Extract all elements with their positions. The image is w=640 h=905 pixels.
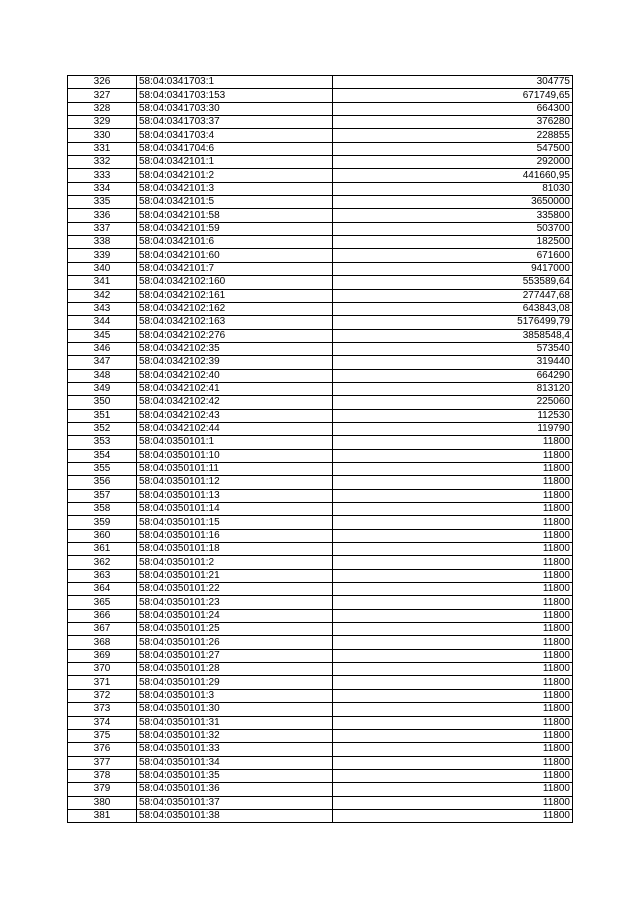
row-number-cell: 377 bbox=[68, 756, 137, 769]
table-row bbox=[68, 396, 573, 409]
row-number-cell: 333 bbox=[68, 169, 137, 182]
row-number-cell: 326 bbox=[68, 76, 137, 89]
table-row bbox=[68, 449, 573, 462]
table-row bbox=[68, 716, 573, 729]
cadastral-number-cell: 58:04:0350101:3 bbox=[137, 689, 333, 702]
row-number-cell: 342 bbox=[68, 289, 137, 302]
cadastral-number-cell: 58:04:0342101:58 bbox=[137, 209, 333, 222]
row-number-cell: 354 bbox=[68, 449, 137, 462]
cadastral-value-cell: 11800 bbox=[333, 703, 573, 716]
cadastral-value-cell: 671600 bbox=[333, 249, 573, 262]
cadastral-number-cell: 58:04:0350101:21 bbox=[137, 569, 333, 582]
cadastral-number-cell: 58:04:0350101:10 bbox=[137, 449, 333, 462]
cadastral-number-cell: 58:04:0350101:35 bbox=[137, 769, 333, 782]
cadastral-value-cell: 11800 bbox=[333, 689, 573, 702]
cadastral-value-cell: 292000 bbox=[333, 156, 573, 169]
cadastral-value-cell: 11800 bbox=[333, 596, 573, 609]
cadastral-number-cell: 58:04:0341703:37 bbox=[137, 116, 333, 129]
table-row bbox=[68, 569, 573, 582]
row-number-cell: 374 bbox=[68, 716, 137, 729]
row-number-cell: 343 bbox=[68, 302, 137, 315]
cadastral-number-cell: 58:04:0350101:2 bbox=[137, 556, 333, 569]
cadastral-number-cell: 58:04:0350101:27 bbox=[137, 649, 333, 662]
cadastral-value-cell: 11800 bbox=[333, 516, 573, 529]
table-row bbox=[68, 596, 573, 609]
cadastral-number-cell: 58:04:0350101:22 bbox=[137, 583, 333, 596]
row-number-cell: 367 bbox=[68, 623, 137, 636]
cadastral-value-cell: 573540 bbox=[333, 342, 573, 355]
table-row bbox=[68, 649, 573, 662]
table-row bbox=[68, 102, 573, 115]
table-row bbox=[68, 623, 573, 636]
cadastral-value-cell: 11800 bbox=[333, 556, 573, 569]
cadastral-number-cell: 58:04:0350101:33 bbox=[137, 743, 333, 756]
cadastral-value-cell: 547500 bbox=[333, 142, 573, 155]
row-number-cell: 370 bbox=[68, 663, 137, 676]
row-number-cell: 337 bbox=[68, 222, 137, 235]
row-number-cell: 359 bbox=[68, 516, 137, 529]
row-number-cell: 361 bbox=[68, 543, 137, 556]
table-row bbox=[68, 356, 573, 369]
cadastral-number-cell: 58:04:0341703:4 bbox=[137, 129, 333, 142]
cadastral-value-cell: 664290 bbox=[333, 369, 573, 382]
row-number-cell: 328 bbox=[68, 102, 137, 115]
table-row bbox=[68, 369, 573, 382]
table-row bbox=[68, 209, 573, 222]
cadastral-value-cell: 11800 bbox=[333, 543, 573, 556]
cadastral-number-cell: 58:04:0342102:42 bbox=[137, 396, 333, 409]
cadastral-value-cell: 319440 bbox=[333, 356, 573, 369]
table-row bbox=[68, 329, 573, 342]
cadastral-value-cell: 112530 bbox=[333, 409, 573, 422]
row-number-cell: 375 bbox=[68, 729, 137, 742]
row-number-cell: 379 bbox=[68, 783, 137, 796]
table-row bbox=[68, 676, 573, 689]
cadastral-number-cell: 58:04:0342102:39 bbox=[137, 356, 333, 369]
row-number-cell: 332 bbox=[68, 156, 137, 169]
cadastral-number-cell: 58:04:0350101:18 bbox=[137, 543, 333, 556]
table-row bbox=[68, 769, 573, 782]
table-row bbox=[68, 222, 573, 235]
cadastral-value-cell: 11800 bbox=[333, 583, 573, 596]
table-row bbox=[68, 609, 573, 622]
cadastral-value-cell: 11800 bbox=[333, 489, 573, 502]
table-row bbox=[68, 142, 573, 155]
row-number-cell: 348 bbox=[68, 369, 137, 382]
cadastral-value-cell: 3650000 bbox=[333, 196, 573, 209]
cadastral-number-cell: 58:04:0350101:16 bbox=[137, 529, 333, 542]
cadastral-number-cell: 58:04:0342102:44 bbox=[137, 422, 333, 435]
row-number-cell: 353 bbox=[68, 436, 137, 449]
row-number-cell: 336 bbox=[68, 209, 137, 222]
table-row bbox=[68, 663, 573, 676]
cadastral-value-cell: 11800 bbox=[333, 449, 573, 462]
row-number-cell: 371 bbox=[68, 676, 137, 689]
row-number-cell: 363 bbox=[68, 569, 137, 582]
table-row bbox=[68, 503, 573, 516]
table-row bbox=[68, 809, 573, 822]
row-number-cell: 335 bbox=[68, 196, 137, 209]
cadastral-number-cell: 58:04:0350101:31 bbox=[137, 716, 333, 729]
cadastral-value-cell: 441660,95 bbox=[333, 169, 573, 182]
cadastral-number-cell: 58:04:0342101:60 bbox=[137, 249, 333, 262]
row-number-cell: 344 bbox=[68, 316, 137, 329]
table-row bbox=[68, 382, 573, 395]
cadastral-number-cell: 58:04:0341703:1 bbox=[137, 76, 333, 89]
table-row bbox=[68, 556, 573, 569]
cadastral-number-cell: 58:04:0342101:2 bbox=[137, 169, 333, 182]
cadastral-value-cell: 11800 bbox=[333, 529, 573, 542]
row-number-cell: 339 bbox=[68, 249, 137, 262]
row-number-cell: 378 bbox=[68, 769, 137, 782]
table-row bbox=[68, 516, 573, 529]
table-row bbox=[68, 302, 573, 315]
table-row bbox=[68, 796, 573, 809]
cadastral-value-cell: 11800 bbox=[333, 743, 573, 756]
table-row bbox=[68, 196, 573, 209]
cadastral-number-cell: 58:04:0342101:3 bbox=[137, 182, 333, 195]
cadastral-value-cell: 182500 bbox=[333, 236, 573, 249]
cadastral-value-cell: 376280 bbox=[333, 116, 573, 129]
cadastral-value-cell: 11800 bbox=[333, 503, 573, 516]
cadastral-value-cell: 11800 bbox=[333, 649, 573, 662]
table-row bbox=[68, 703, 573, 716]
cadastral-number-cell: 58:04:0341704:6 bbox=[137, 142, 333, 155]
cadastral-value-cell: 643843,08 bbox=[333, 302, 573, 315]
table-row bbox=[68, 129, 573, 142]
row-number-cell: 365 bbox=[68, 596, 137, 609]
cadastral-number-cell: 58:04:0350101:12 bbox=[137, 476, 333, 489]
table-row bbox=[68, 409, 573, 422]
cadastral-value-cell: 277447,68 bbox=[333, 289, 573, 302]
cadastral-number-cell: 58:04:0350101:15 bbox=[137, 516, 333, 529]
row-number-cell: 340 bbox=[68, 262, 137, 275]
cadastral-number-cell: 58:04:0350101:29 bbox=[137, 676, 333, 689]
cadastral-number-cell: 58:04:0342102:162 bbox=[137, 302, 333, 315]
cadastral-number-cell: 58:04:0350101:32 bbox=[137, 729, 333, 742]
table-row bbox=[68, 756, 573, 769]
cadastral-number-cell: 58:04:0342102:161 bbox=[137, 289, 333, 302]
table-row bbox=[68, 436, 573, 449]
table-row bbox=[68, 116, 573, 129]
row-number-cell: 376 bbox=[68, 743, 137, 756]
row-number-cell: 329 bbox=[68, 116, 137, 129]
cadastral-number-cell: 58:04:0350101:23 bbox=[137, 596, 333, 609]
table-row bbox=[68, 342, 573, 355]
cadastral-value-cell: 11800 bbox=[333, 769, 573, 782]
table-row bbox=[68, 462, 573, 475]
table-row bbox=[68, 689, 573, 702]
cadastral-value-cell: 3858548,4 bbox=[333, 329, 573, 342]
cadastral-number-cell: 58:04:0350101:34 bbox=[137, 756, 333, 769]
cadastral-number-cell: 58:04:0342101:1 bbox=[137, 156, 333, 169]
row-number-cell: 364 bbox=[68, 583, 137, 596]
cadastral-value-cell: 11800 bbox=[333, 729, 573, 742]
cadastral-value-cell: 304775 bbox=[333, 76, 573, 89]
cadastral-value-cell: 11800 bbox=[333, 569, 573, 582]
table-row bbox=[68, 89, 573, 102]
cadastral-value-cell: 9417000 bbox=[333, 262, 573, 275]
row-number-cell: 366 bbox=[68, 609, 137, 622]
table-row bbox=[68, 489, 573, 502]
cadastral-value-cell: 11800 bbox=[333, 623, 573, 636]
cadastral-number-cell: 58:04:0342102:160 bbox=[137, 276, 333, 289]
table-row bbox=[68, 743, 573, 756]
cadastral-value-cell: 11800 bbox=[333, 476, 573, 489]
cadastral-number-cell: 58:04:0350101:30 bbox=[137, 703, 333, 716]
table-row bbox=[68, 276, 573, 289]
row-number-cell: 347 bbox=[68, 356, 137, 369]
cadastral-value-cell: 11800 bbox=[333, 783, 573, 796]
row-number-cell: 373 bbox=[68, 703, 137, 716]
row-number-cell: 338 bbox=[68, 236, 137, 249]
row-number-cell: 352 bbox=[68, 422, 137, 435]
row-number-cell: 360 bbox=[68, 529, 137, 542]
cadastral-number-cell: 58:04:0350101:1 bbox=[137, 436, 333, 449]
cadastral-number-cell: 58:04:0342101:59 bbox=[137, 222, 333, 235]
cadastral-number-cell: 58:04:0342102:35 bbox=[137, 342, 333, 355]
cadastral-value-cell: 225060 bbox=[333, 396, 573, 409]
cadastral-number-cell: 58:04:0342101:7 bbox=[137, 262, 333, 275]
cadastral-value-cell: 664300 bbox=[333, 102, 573, 115]
table-row bbox=[68, 316, 573, 329]
cadastral-number-cell: 58:04:0342102:40 bbox=[137, 369, 333, 382]
cadastral-value-cell: 228855 bbox=[333, 129, 573, 142]
row-number-cell: 369 bbox=[68, 649, 137, 662]
table-row bbox=[68, 249, 573, 262]
cadastral-number-cell: 58:04:0350101:13 bbox=[137, 489, 333, 502]
row-number-cell: 356 bbox=[68, 476, 137, 489]
row-number-cell: 358 bbox=[68, 503, 137, 516]
table-row bbox=[68, 76, 573, 89]
row-number-cell: 351 bbox=[68, 409, 137, 422]
cadastral-value-cell: 503700 bbox=[333, 222, 573, 235]
table-row bbox=[68, 262, 573, 275]
cadastral-number-cell: 58:04:0342101:6 bbox=[137, 236, 333, 249]
table-row bbox=[68, 583, 573, 596]
cadastral-value-cell: 11800 bbox=[333, 436, 573, 449]
cadastral-number-cell: 58:04:0350101:37 bbox=[137, 796, 333, 809]
cadastral-number-cell: 58:04:0350101:26 bbox=[137, 636, 333, 649]
cadastral-value-cell: 11800 bbox=[333, 796, 573, 809]
table-row bbox=[68, 783, 573, 796]
row-number-cell: 372 bbox=[68, 689, 137, 702]
cadastral-value-cell: 119790 bbox=[333, 422, 573, 435]
cadastral-number-cell: 58:04:0350101:14 bbox=[137, 503, 333, 516]
row-number-cell: 334 bbox=[68, 182, 137, 195]
cadastral-value-cell: 553589,64 bbox=[333, 276, 573, 289]
row-number-cell: 346 bbox=[68, 342, 137, 355]
cadastral-value-cell: 5176499,79 bbox=[333, 316, 573, 329]
table-row bbox=[68, 543, 573, 556]
cadastral-value-cell: 671749,65 bbox=[333, 89, 573, 102]
cadastral-value-cell: 11800 bbox=[333, 609, 573, 622]
cadastral-number-cell: 58:04:0341703:153 bbox=[137, 89, 333, 102]
table-row bbox=[68, 156, 573, 169]
table-row bbox=[68, 169, 573, 182]
table-row bbox=[68, 289, 573, 302]
cadastral-value-cell: 11800 bbox=[333, 663, 573, 676]
table-row bbox=[68, 422, 573, 435]
table-row bbox=[68, 729, 573, 742]
row-number-cell: 327 bbox=[68, 89, 137, 102]
row-number-cell: 349 bbox=[68, 382, 137, 395]
row-number-cell: 345 bbox=[68, 329, 137, 342]
row-number-cell: 330 bbox=[68, 129, 137, 142]
table-row bbox=[68, 636, 573, 649]
cadastral-value-table bbox=[67, 75, 573, 823]
row-number-cell: 381 bbox=[68, 809, 137, 822]
cadastral-number-cell: 58:04:0342102:276 bbox=[137, 329, 333, 342]
cadastral-number-cell: 58:04:0350101:36 bbox=[137, 783, 333, 796]
cadastral-value-cell: 11800 bbox=[333, 809, 573, 822]
cadastral-number-cell: 58:04:0342101:5 bbox=[137, 196, 333, 209]
row-number-cell: 341 bbox=[68, 276, 137, 289]
row-number-cell: 331 bbox=[68, 142, 137, 155]
table-row bbox=[68, 529, 573, 542]
cadastral-number-cell: 58:04:0350101:11 bbox=[137, 462, 333, 475]
cadastral-number-cell: 58:04:0342102:43 bbox=[137, 409, 333, 422]
cadastral-value-cell: 81030 bbox=[333, 182, 573, 195]
table-row bbox=[68, 476, 573, 489]
cadastral-value-cell: 11800 bbox=[333, 716, 573, 729]
cadastral-number-cell: 58:04:0342102:163 bbox=[137, 316, 333, 329]
row-number-cell: 362 bbox=[68, 556, 137, 569]
cadastral-value-cell: 11800 bbox=[333, 756, 573, 769]
table-row bbox=[68, 236, 573, 249]
cadastral-value-cell: 11800 bbox=[333, 462, 573, 475]
table-row bbox=[68, 182, 573, 195]
cadastral-value-cell: 813120 bbox=[333, 382, 573, 395]
row-number-cell: 350 bbox=[68, 396, 137, 409]
row-number-cell: 380 bbox=[68, 796, 137, 809]
cadastral-value-cell: 11800 bbox=[333, 636, 573, 649]
cadastral-number-cell: 58:04:0341703:30 bbox=[137, 102, 333, 115]
row-number-cell: 368 bbox=[68, 636, 137, 649]
cadastral-number-cell: 58:04:0350101:28 bbox=[137, 663, 333, 676]
cadastral-value-cell: 11800 bbox=[333, 676, 573, 689]
cadastral-number-cell: 58:04:0350101:38 bbox=[137, 809, 333, 822]
cadastral-number-cell: 58:04:0350101:24 bbox=[137, 609, 333, 622]
row-number-cell: 357 bbox=[68, 489, 137, 502]
table-body bbox=[68, 76, 573, 823]
cadastral-value-cell: 335800 bbox=[333, 209, 573, 222]
cadastral-number-cell: 58:04:0350101:25 bbox=[137, 623, 333, 636]
cadastral-number-cell: 58:04:0342102:41 bbox=[137, 382, 333, 395]
row-number-cell: 355 bbox=[68, 462, 137, 475]
